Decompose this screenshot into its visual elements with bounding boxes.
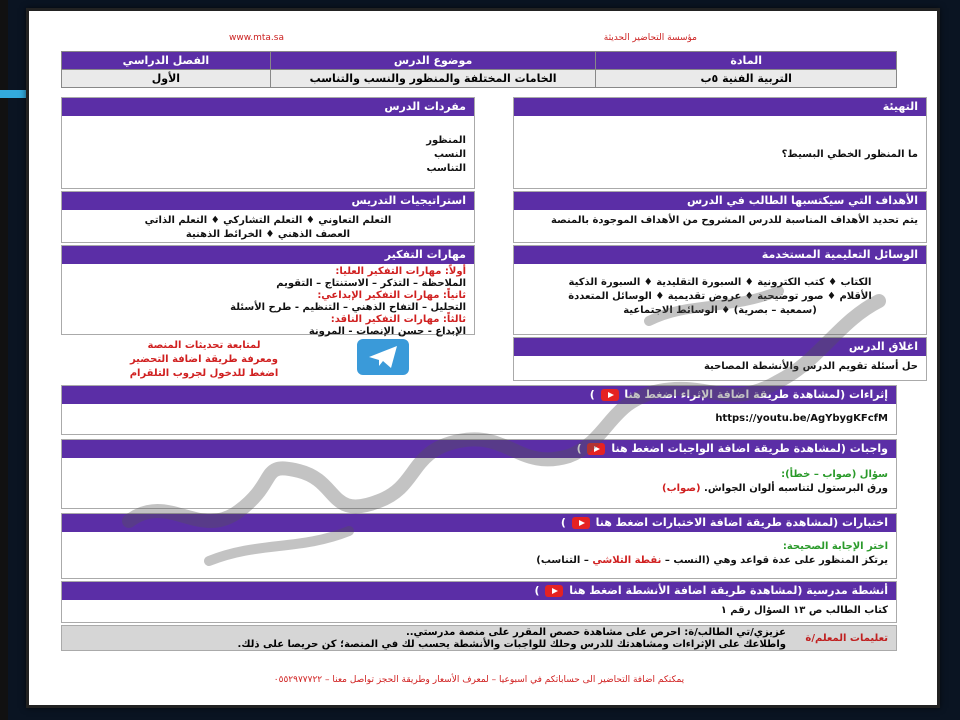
topic-label: موضوع الدرس: [270, 52, 596, 70]
topic-value: الخامات المختلفة والمنظور والنسب والتناسب: [270, 70, 596, 88]
homework-hint[interactable]: (لمشاهدة طريقة اضافة الواجبات اضغط هنا: [611, 442, 846, 455]
telegram-promo[interactable]: [89, 339, 319, 381]
homework-answer: (صواب): [662, 483, 701, 494]
warmup-text: ما المنظور الخطي البسيط؟: [781, 149, 918, 160]
enrichment-link[interactable]: https://youtu.be/AgYbygKFcfM: [715, 413, 888, 424]
page-header: [29, 33, 937, 47]
aids-line: (سمعية – بصرية) ♦ الوسائط الاجتماعية: [623, 305, 817, 316]
activities-hint-end: ): [534, 584, 540, 597]
tests-question-label: اختر الإجابة الصحيحة:: [782, 541, 888, 552]
telegram-icon[interactable]: [357, 339, 409, 375]
warmup-section: [513, 97, 927, 189]
vocab-section: [61, 97, 475, 189]
promo-line: لمتابعة تحديثات المنصة: [147, 340, 261, 351]
tests-hint-end: ): [560, 516, 566, 529]
youtube-icon[interactable]: [572, 517, 590, 529]
tests-question-end: – التناسب): [536, 555, 589, 566]
warmup-title: التهيئة: [514, 98, 926, 116]
enrichment-hint[interactable]: (لمشاهدة طريقة اضافة الإثراء اضغط هنا: [624, 388, 846, 401]
institution-name: مؤسسة التحاضير الحديثة: [603, 33, 697, 43]
tests-answer: نقطة التلاشي: [592, 555, 662, 566]
instructions-line: عزيزي/تي الطالب/ة: احرص على مشاهدة حصص المقرر على منصة مدرستي..: [405, 627, 786, 638]
subject-label: المادة: [596, 52, 897, 70]
thinking-line: التحليل – التفاح الذهني – التنظيم - طرح الأسئلة: [230, 302, 466, 313]
left-dark-strip: [0, 0, 8, 720]
aids-line: الأقلام ♦ صور توضيحية ♦ عروض تقديمية ♦ الوسائل المتعددة: [568, 291, 872, 302]
tests-section: [61, 513, 897, 579]
vocab-title: مفردات الدرس: [62, 98, 474, 116]
thinking-heading: ثالثاً: مهارات التفكير الناقد:: [330, 314, 466, 325]
semester-label: الفصل الدراسي: [62, 52, 271, 70]
lesson-plan-page: [26, 8, 940, 708]
thinking-line: الملاحظة – التذكر – الاستنتاج – التقويم: [276, 278, 466, 289]
promo-line: اضغط للدخول لجروب التلقرام: [129, 368, 279, 379]
homework-question: ورق البرستول لتناسبه ألوان الجواش.: [704, 483, 888, 494]
strategies-section: [61, 191, 475, 243]
strategies-title: استراتيجيات التدريس: [62, 192, 474, 210]
enrichment-hint-end: ): [589, 388, 595, 401]
activities-section: [61, 581, 897, 623]
tests-hint[interactable]: (لمشاهدة طريقة اضافة الاختبارات اضغط هنا: [595, 516, 839, 529]
goals-title: الأهداف التي سيكتسبها الطالب في الدرس: [514, 192, 926, 210]
subject-value: التربية الفنية ٥ب: [596, 70, 897, 88]
youtube-icon[interactable]: [587, 443, 605, 455]
enrichment-section: [61, 385, 897, 435]
goals-section: [513, 191, 927, 243]
lesson-meta-table: [61, 51, 897, 88]
closing-text: حل أسئلة تقويم الدرس والأنشطة المصاحبة: [703, 361, 918, 372]
activities-title: أنشطة مدرسية: [806, 584, 888, 597]
vocab-item: التناسب: [426, 163, 466, 174]
youtube-icon[interactable]: [601, 389, 619, 401]
semester-value: الأول: [62, 70, 271, 88]
vocab-item: النسب: [433, 149, 466, 160]
homework-question-label: سؤال (صواب – خطأ):: [781, 469, 888, 480]
aids-line: الكتاب ♦ كتب الكترونية ♦ السبورة التقليدية ♦ السبورة الذكية: [568, 277, 872, 288]
homework-title: واجبات: [849, 442, 888, 455]
activities-text: كتاب الطالب ص ١٣ السؤال رقم ١: [720, 605, 888, 616]
thinking-title: مهارات التفكير: [62, 246, 474, 264]
instructions-line: واطلاعك على الإثراءات ومشاهدتك للدرس وحلك للواجبات والأنشطة يحسب لك في المنصة؛ كن حريصا على ذلك.: [237, 639, 786, 650]
homework-section: [61, 439, 897, 509]
enrichment-title: إثراءات: [849, 388, 888, 401]
homework-hint-end: ): [576, 442, 582, 455]
thinking-section: [61, 245, 475, 335]
promo-line: ومعرفة طريقة اضافة التحضير: [129, 354, 279, 365]
thinking-heading: أولاً: مهارات التفكير العليا:: [335, 266, 466, 277]
strategies-line: التعلم التعاوني ♦ التعلم التشاركي ♦ التعلم الذاتي: [144, 215, 392, 226]
closing-title: اغلاق الدرس: [514, 338, 926, 356]
tests-question: يرتكز المنظور على عدة قواعد وهي (النسب –: [664, 555, 888, 566]
vocab-item: المنظور: [426, 135, 466, 146]
strategies-line: العصف الذهني ♦ الخرائط الذهنية: [185, 229, 351, 240]
teacher-instructions: [61, 625, 897, 651]
activities-hint[interactable]: (لمشاهدة طريقة اضافة الأنشطة اضغط هنا: [569, 584, 803, 597]
website-link[interactable]: www.mta.sa: [229, 33, 284, 43]
goals-text: يتم تحديد الأهداف المناسبة للدرس المشروح من الأهداف الموجودة بالمنصة: [551, 215, 918, 226]
youtube-icon[interactable]: [545, 585, 563, 597]
thinking-line: الإبداع - حسن الإنصات - المرونة: [308, 326, 466, 337]
contact-note: يمكنكم اضافة التحاضير الى حساباتكم في اسبوعيا – لمعرف الأسعار وطريقة الحجز تواصل معنا – ٠٥٥٢٩٧٧٧٢٢: [273, 675, 685, 685]
closing-section: [513, 337, 927, 381]
aids-title: الوسائل التعليمية المستخدمة: [514, 246, 926, 264]
tests-title: اختبارات: [842, 516, 888, 529]
thinking-heading: ثانياً: مهارات التفكير الإبداعي:: [317, 290, 466, 301]
aids-section: [513, 245, 927, 335]
instructions-label: تعليمات المعلم/ة: [805, 633, 888, 644]
